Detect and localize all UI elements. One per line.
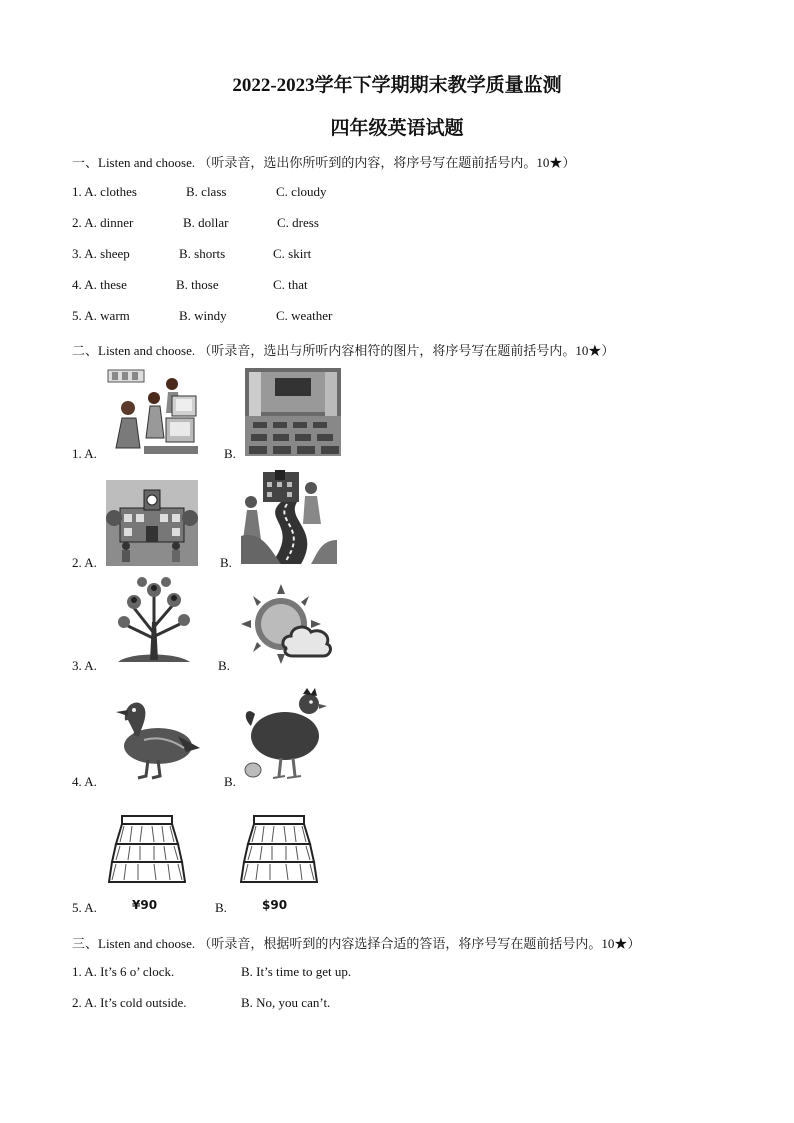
option-c: C. skirt [273, 246, 312, 261]
option-b: B. [224, 774, 236, 789]
option-c: C. dress [277, 215, 319, 230]
section1-heading: 一、Listen and choose. （听录音，选出你所听到的内容，将序号写在题前括号内。10★） [72, 155, 576, 170]
road-to-school-icon [241, 470, 337, 564]
option-a: 2. A. dinner [72, 215, 134, 230]
skirt-icon [108, 812, 186, 888]
section2-heading: 二、Listen and choose. （听录音，选出与所听内容相符的图片，将序号写在题前括号内。10★） [72, 343, 615, 358]
option-a: 1. A. clothes [72, 184, 137, 199]
tree-icon [110, 572, 196, 664]
option-c: C. cloudy [276, 184, 327, 199]
option-b: B. [218, 658, 230, 673]
option-b: B. class [186, 184, 227, 199]
option-b: B. [215, 900, 227, 915]
price-label: ¥90 [132, 898, 158, 912]
option-a: 5. A. warm [72, 308, 130, 323]
option-b: B. windy [179, 308, 227, 323]
option-b: B. shorts [179, 246, 226, 261]
section3-heading: 三、Listen and choose. （听录音，根据听到的内容选择合适的答语，将序号写在题前括号内。10★） [72, 936, 641, 951]
option-b: B. No, you can’t. [241, 995, 331, 1010]
option-b: B. [224, 446, 236, 461]
page-subtitle: 四年级英语试题 [330, 118, 464, 139]
option-a: 1. A. It’s 6 o’ clock. [72, 964, 175, 979]
option-b: B. It’s time to get up. [241, 964, 352, 979]
sun-cloud-icon [241, 584, 335, 664]
skirt-icon [240, 812, 318, 888]
hen-icon [241, 686, 329, 782]
option-a: 2. A. It’s cold outside. [72, 995, 187, 1010]
option-a: 2. A. [72, 555, 97, 570]
option-c: C. that [273, 277, 308, 292]
computer-room-icon [106, 368, 200, 458]
price-label: $90 [262, 898, 288, 912]
option-a: 3. A. [72, 658, 97, 673]
option-a: 5. A. [72, 900, 97, 915]
school-icon [106, 480, 198, 566]
classroom-icon [245, 368, 341, 456]
option-b: B. [220, 555, 232, 570]
option-c: C. weather [276, 308, 333, 323]
option-a: 4. A. these [72, 277, 127, 292]
option-b: B. those [176, 277, 219, 292]
option-a: 4. A. [72, 774, 97, 789]
option-a: 1. A. [72, 446, 97, 461]
duck-icon [108, 690, 202, 784]
option-b: B. dollar [183, 215, 229, 230]
option-a: 3. A. sheep [72, 246, 130, 261]
page-title: 2022-2023学年下学期期末教学质量监测 [232, 75, 562, 96]
